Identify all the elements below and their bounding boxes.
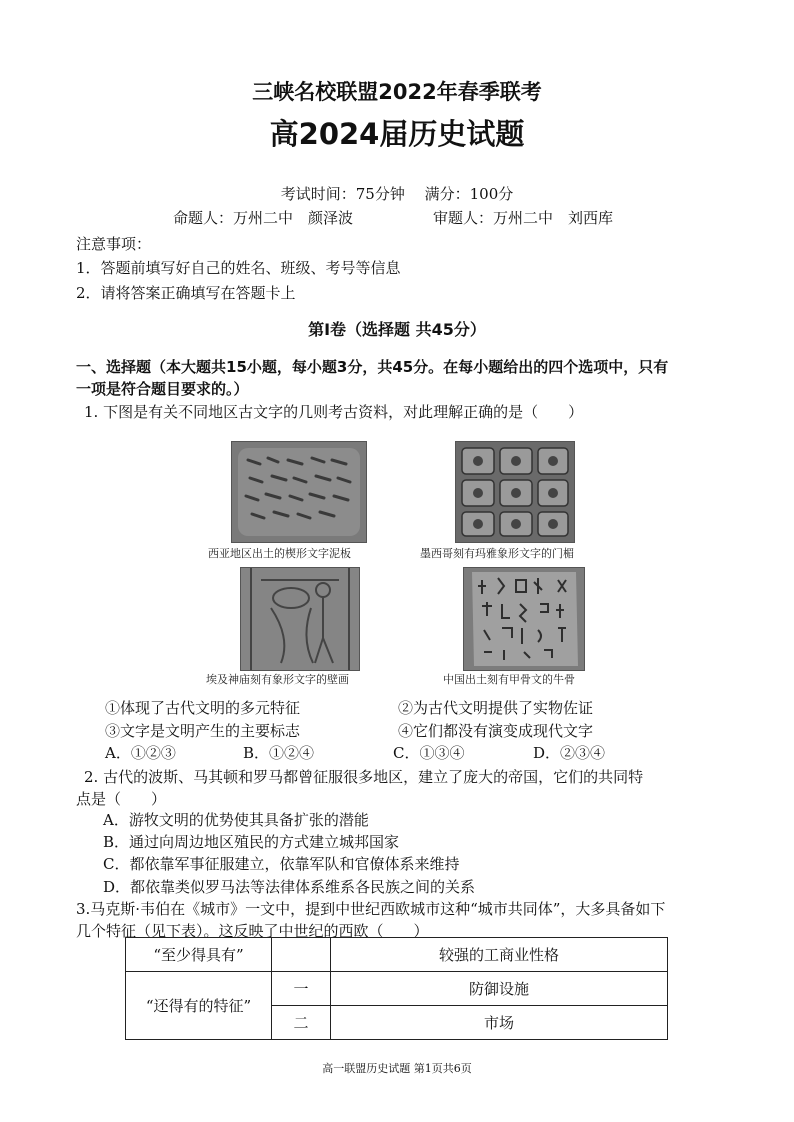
- egyptian-relief-image: [240, 567, 360, 671]
- exam-title: 高2024届历史试题: [269, 117, 525, 151]
- table-row: [126, 938, 668, 972]
- q2-stem-line2: 点是（ ）: [76, 790, 167, 808]
- question-setter: 命题人：万州二中 颜泽波: [173, 209, 354, 227]
- page-footer: 高一联盟历史试题 第1页共6页: [322, 1062, 472, 1075]
- section-title: 第Ⅰ卷（选择题 共45分）: [308, 320, 486, 339]
- cuneiform-tablet-image: [231, 441, 367, 543]
- section-intro-line2: 一项是符合题目要求的。）: [76, 380, 249, 398]
- notice-item-1: 1．答题前填写好自己的姓名、班级、考号等信息: [76, 259, 401, 277]
- q2-option-b: B．通过向周边地区殖民的方式建立城邦国家: [103, 833, 400, 851]
- table-cell-must-have: “至少得具有”: [126, 938, 272, 972]
- q2-option-d: D．都依靠类似罗马法等法律体系维系各民族之间的关系: [103, 878, 476, 896]
- caption-cuneiform: 西亚地区出土的楔形文字泥板: [208, 547, 351, 560]
- q3-feature-table: [125, 937, 668, 1040]
- section-intro-line1: 一、选择题（本大题共15小题，每小题3分，共45分。在每小题给出的四个选项中，只有: [76, 358, 669, 376]
- q1-option-b: B．①②④: [243, 744, 315, 762]
- table-cell-must-value: 较强的工商业性格: [331, 938, 668, 972]
- q1-option-a: A．①②③: [105, 744, 176, 762]
- exam-header-line1: 三峡名校联盟2022年春季联考: [252, 80, 542, 104]
- notice-item-2: 2．请将答案正确填写在答题卡上: [76, 284, 296, 302]
- table-cell-also-have: “还得有的特征”: [126, 972, 272, 1040]
- q1-statement-2: ②为古代文明提供了实物佐证: [398, 699, 594, 717]
- q2-option-c: C．都依靠军事征服建立，依靠军队和官僚体系来维持: [103, 855, 460, 873]
- q1-option-d: D．②③④: [533, 744, 606, 762]
- q2-option-a: A．游牧文明的优势使其具备扩张的潜能: [103, 811, 369, 829]
- q1-option-c: C．①③④: [393, 744, 465, 762]
- maya-lintel-image: [455, 441, 575, 543]
- oracle-bone-image: [463, 567, 585, 671]
- table-cell-value: 防御设施: [331, 972, 668, 1006]
- notice-heading: 注意事项：: [76, 235, 152, 253]
- caption-oracle-bone: 中国出土刻有甲骨文的牛骨: [443, 673, 575, 686]
- q3-stem-line2: 几个特征（见下表）。这反映了中世纪的西欧（ ）: [76, 922, 429, 940]
- q3-stem-line1: 3.马克斯·韦伯在《城市》一文中，提到中世纪西欧城市这种“城市共同体”，大多具备如下: [76, 900, 666, 918]
- table-cell-num: 二: [272, 1006, 331, 1040]
- table-cell-value: 市场: [331, 1006, 668, 1040]
- caption-egypt: 埃及神庙刻有象形文字的壁画: [206, 673, 349, 686]
- q1-statement-3: ③文字是文明产生的主要标志: [105, 722, 301, 740]
- table-cell-empty: [272, 938, 331, 972]
- q1-statement-4: ④它们都没有演变成现代文字: [398, 722, 594, 740]
- q1-stem: 1. 下图是有关不同地区古文字的几则考古资料，对此理解正确的是（ ）: [84, 403, 584, 421]
- question-reviewer: 审题人：万州二中 刘西库: [433, 209, 614, 227]
- q1-statement-1: ①体现了古代文明的多元特征: [105, 699, 301, 717]
- exam-time-score: 考试时间：75分钟 满分：100分: [280, 185, 514, 203]
- table-cell-num: 一: [272, 972, 331, 1006]
- table-row: [126, 972, 668, 1006]
- q2-stem-line1: 2. 古代的波斯、马其顿和罗马都曾征服很多地区，建立了庞大的帝国，它们的共同特: [84, 768, 644, 786]
- caption-maya: 墨西哥刻有玛雅象形文字的门楣: [420, 547, 574, 560]
